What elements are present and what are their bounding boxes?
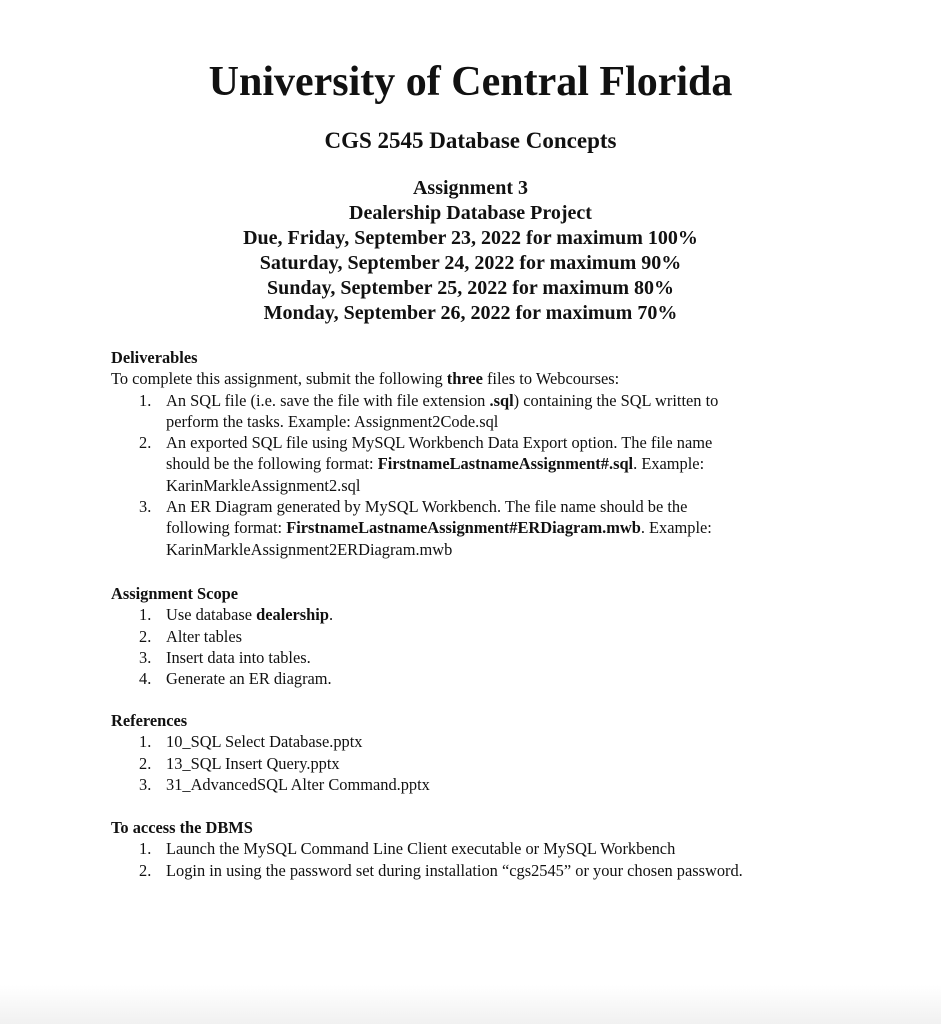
item-text: Alter tables <box>166 626 243 646</box>
due-line-1: Due, Friday, September 23, 2022 for maximum 100% <box>243 227 698 249</box>
item-text: KarinMarkleAssignment2ERDiagram.mwb <box>166 539 453 559</box>
list-item <box>111 647 871 668</box>
item-text: An ER Diagram generated by MySQL Workbench. The file name should be the <box>166 497 688 517</box>
page-bottom-shadow <box>0 985 941 1024</box>
intro-bold-text: three <box>446 369 483 389</box>
scope-section <box>111 583 871 689</box>
list-number: 1. <box>139 390 152 410</box>
intro-text-end: files to Webcourses: <box>482 369 620 389</box>
list-number: 3. <box>139 774 152 794</box>
deliverables-section <box>111 347 871 560</box>
item-text: Insert data into tables. <box>166 647 311 667</box>
list-item <box>111 774 871 795</box>
scope-list <box>111 604 871 689</box>
list-number: 3. <box>139 647 152 667</box>
references-list <box>111 731 871 795</box>
item-text: should be the following format: <box>166 454 378 474</box>
list-number: 2. <box>139 433 152 453</box>
assignment-number: Assignment 3 <box>412 177 528 199</box>
list-number: 2. <box>139 753 152 773</box>
item-bold-text: FirstnameLastnameAssignment#ERDiagram.mwb <box>286 518 641 538</box>
dbms-heading: To access the DBMS <box>111 818 253 837</box>
item-bold-text: FirstnameLastnameAssignment#.sql <box>377 454 634 474</box>
list-item <box>111 604 871 625</box>
assignment-header <box>0 176 941 326</box>
item-text: following format: <box>166 518 287 538</box>
list-item <box>111 753 871 774</box>
item-text: An exported SQL file using MySQL Workbench Data Export option. The file name <box>166 433 713 453</box>
course-title: CGS 2545 Database Concepts <box>324 128 617 153</box>
list-item <box>111 496 871 560</box>
deliverables-intro <box>111 368 871 389</box>
list-item <box>111 731 871 752</box>
list-number: 2. <box>139 626 152 646</box>
item-text: perform the tasks. Example: Assignment2Code.sql <box>166 411 499 431</box>
list-item <box>111 390 871 433</box>
due-line-2: Saturday, September 24, 2022 for maximum 90% <box>259 252 682 274</box>
item-text: 13_SQL Insert Query.pptx <box>166 753 340 773</box>
item-bold-text: .sql <box>489 390 514 410</box>
item-text: ) containing the SQL written to <box>513 390 719 410</box>
item-text: An SQL file (i.e. save the file with file extension <box>166 390 490 410</box>
item-text: . Example: <box>640 518 712 538</box>
list-number: 3. <box>139 497 152 517</box>
list-item <box>111 432 871 496</box>
item-text: . <box>328 605 334 625</box>
dbms-list <box>111 838 871 881</box>
item-text: Use database <box>166 605 257 625</box>
list-number: 1. <box>139 605 152 625</box>
item-text: KarinMarkleAssignment2.sql <box>166 475 361 495</box>
project-title: Dealership Database Project <box>349 202 592 224</box>
item-text: 31_AdvancedSQL Alter Command.pptx <box>166 774 430 794</box>
item-text: Generate an ER diagram. <box>166 669 332 689</box>
university-title: University of Central Florida <box>208 59 733 105</box>
item-text: 10_SQL Select Database.pptx <box>166 732 363 752</box>
intro-text: To complete this assignment, submit the following <box>111 369 447 389</box>
list-item <box>111 668 871 689</box>
item-bold-text: dealership <box>256 605 329 625</box>
references-heading: References <box>111 711 188 730</box>
list-item <box>111 860 871 881</box>
scope-heading: Assignment Scope <box>111 584 239 603</box>
list-number: 4. <box>139 669 152 689</box>
item-text: Login in using the password set during installation “cgs2545” or your chosen password. <box>166 860 743 880</box>
references-section <box>111 710 871 795</box>
list-number: 1. <box>139 839 152 859</box>
due-line-4: Monday, September 26, 2022 for maximum 70% <box>263 302 678 324</box>
deliverables-heading: Deliverables <box>111 348 198 367</box>
list-number: 1. <box>139 732 152 752</box>
due-line-3: Sunday, September 25, 2022 for maximum 80% <box>266 277 675 299</box>
list-item <box>111 626 871 647</box>
dbms-section <box>111 817 871 881</box>
deliverables-list <box>111 390 871 560</box>
item-text: Launch the MySQL Command Line Client executable or MySQL Workbench <box>166 839 676 859</box>
list-number: 2. <box>139 860 152 880</box>
list-item <box>111 838 871 859</box>
item-text: . Example: <box>633 454 705 474</box>
